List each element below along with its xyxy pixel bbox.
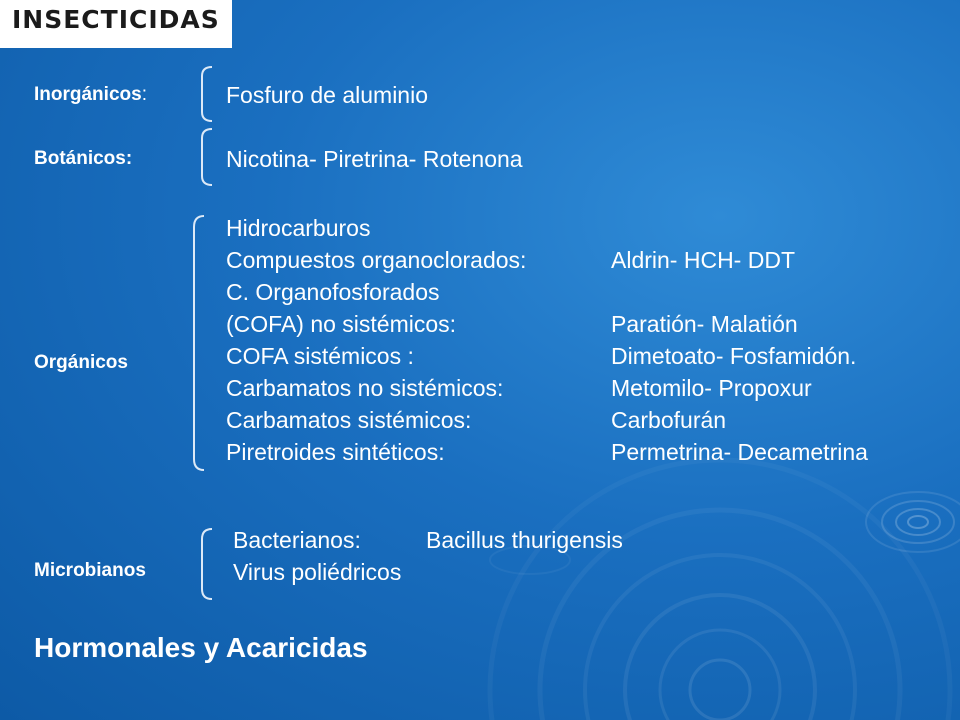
title-banner	[0, 0, 232, 48]
organicos-label: Orgánicos	[34, 352, 128, 373]
organicos-row-left: Carbamatos sistémicos:	[226, 407, 472, 433]
organicos-row-left: (COFA) no sistémicos:	[226, 311, 457, 337]
microbianos-row-right: Bacillus thurigensis	[426, 527, 623, 553]
organicos-row-left: Compuestos organoclorados:	[226, 247, 527, 273]
inorganicos-bracket	[200, 66, 214, 122]
microbianos-bracket	[200, 528, 214, 600]
organicos-row-right: Permetrina- Decametrina	[611, 439, 868, 465]
botanicos-item: Nicotina- Piretrina- Rotenona	[226, 146, 523, 172]
botanicos-bracket	[200, 128, 214, 186]
organicos-row-left: Carbamatos no sistémicos:	[226, 375, 504, 401]
microbianos-row-left: Virus poliédricos	[233, 559, 402, 585]
inorganicos-item: Fosfuro de aluminio	[226, 82, 428, 108]
botanicos-label: Botánicos:	[34, 148, 133, 169]
organicos-row-right: Aldrin- HCH- DDT	[611, 247, 795, 273]
organicos-row-left: Piretroides sintéticos:	[226, 439, 445, 465]
organicos-row-right: Carbofurán	[611, 407, 727, 433]
hormonales-heading: Hormonales y Acaricidas	[34, 632, 368, 663]
inorganicos-label: Inorgánicos:	[34, 84, 147, 105]
organicos-row-left: C. Organofosforados	[226, 279, 440, 305]
organicos-bracket	[192, 215, 206, 471]
page-title: INSECTICIDAS	[12, 5, 220, 34]
organicos-row-left: Hidrocarburos	[226, 215, 371, 241]
organicos-row-right: Metomilo- Propoxur	[611, 375, 812, 401]
organicos-row-left: COFA sistémicos :	[226, 343, 414, 369]
microbianos-label: Microbianos	[34, 560, 146, 581]
organicos-row-right: Dimetoato- Fosfamidón.	[611, 343, 857, 369]
microbianos-row-left: Bacterianos:	[233, 527, 361, 553]
organicos-row-right: Paratión- Malatión	[611, 311, 798, 337]
